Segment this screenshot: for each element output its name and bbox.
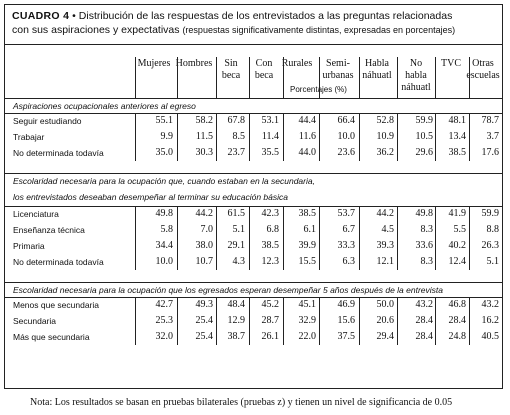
column-header-line: Mujeres — [137, 58, 171, 69]
column-divider — [135, 57, 136, 98]
table-cell: 40.5 — [481, 331, 499, 342]
table-cell: 23.7 — [227, 147, 245, 158]
title-bullet: • — [72, 10, 76, 22]
table-cell: 36.2 — [376, 147, 394, 158]
column-header-line: beca — [221, 70, 241, 81]
row-label: No determinada todavía — [13, 148, 104, 158]
table-cell: 12.3 — [261, 256, 279, 267]
row-label: Primaria — [13, 241, 45, 251]
column-divider — [177, 206, 178, 270]
table-cell: 12.9 — [227, 315, 245, 326]
table-cell: 39.9 — [298, 240, 316, 251]
table-cell: 6.3 — [342, 256, 355, 267]
title-divider — [5, 44, 502, 45]
table-cell: 40.2 — [448, 240, 466, 251]
table-cell: 10.5 — [415, 131, 433, 142]
table-cell: 53.7 — [337, 208, 355, 219]
table-title — [12, 9, 498, 37]
row-label: Trabajar — [13, 132, 45, 142]
column-divider — [469, 57, 470, 98]
table-cell: 22.0 — [298, 331, 316, 342]
column-divider — [469, 297, 470, 345]
column-header-line: Sin — [224, 58, 238, 69]
column-header-line: Con — [255, 58, 273, 69]
table-cell: 59.9 — [481, 208, 499, 219]
table-frame — [4, 4, 503, 389]
table-cell: 8.5 — [232, 131, 245, 142]
table-cell: 46.9 — [337, 299, 355, 310]
table-cell: 25.4 — [195, 315, 213, 326]
column-divider — [177, 57, 178, 98]
column-divider — [177, 297, 178, 345]
table-cell: 15.6 — [337, 315, 355, 326]
row-label: Más que secundaria — [13, 332, 90, 342]
table-cell: 11.5 — [195, 131, 213, 142]
table-cell: 3.7 — [486, 131, 499, 142]
table-cell: 10.7 — [195, 256, 213, 267]
column-divider — [319, 57, 320, 98]
table-cell: 42.7 — [155, 299, 173, 310]
column-divider — [435, 113, 436, 161]
table-cell: 29.6 — [415, 147, 433, 158]
table-cell: 28.4 — [415, 315, 433, 326]
table-cell: 7.0 — [200, 224, 213, 235]
column-header-line: Semi- — [326, 58, 350, 69]
section-heading-text: Escolaridad necesaria para la ocupación que, cuando estaban en la secundaria, — [13, 176, 315, 186]
row-label: Seguir estudiando — [13, 116, 82, 126]
column-header-line: beca — [254, 70, 274, 81]
table-cell: 23.6 — [337, 147, 355, 158]
row-label: No determinada todavía — [13, 257, 104, 267]
table-cell: 38.5 — [448, 147, 466, 158]
column-divider — [397, 297, 398, 345]
table-cell: 44.2 — [195, 208, 213, 219]
table-row — [5, 145, 502, 161]
table-cell: 9.9 — [160, 131, 173, 142]
column-divider — [469, 206, 470, 270]
table-cell: 38.7 — [227, 331, 245, 342]
table-cell: 44.4 — [298, 115, 316, 126]
table-cell: 13.4 — [448, 131, 466, 142]
footnote: Nota: Los resultados se basan en pruebas bilaterales (pruebas z) y tienen un nivel de significancia de 0.05 — [30, 397, 453, 408]
table-cell: 15.5 — [298, 256, 316, 267]
units-label: Porcentajes (%) — [290, 85, 347, 94]
table-cell: 4.5 — [381, 224, 394, 235]
table-cell: 48.4 — [227, 299, 245, 310]
table-cell: 8.8 — [486, 224, 499, 235]
column-divider — [283, 113, 284, 161]
table-cell: 50.0 — [376, 299, 394, 310]
column-divider — [435, 57, 436, 98]
table-cell: 45.2 — [261, 299, 279, 310]
table-cell: 5.5 — [453, 224, 466, 235]
table-cell: 11.6 — [298, 131, 316, 142]
column-divider — [216, 297, 217, 345]
table-row — [5, 313, 502, 329]
column-divider — [249, 113, 250, 161]
table-cell: 26.1 — [261, 331, 279, 342]
table-cell: 37.5 — [337, 331, 355, 342]
table-cell: 12.1 — [376, 256, 394, 267]
title-line2: con sus aspiraciones y expectativas — [12, 24, 180, 36]
table-cell: 5.1 — [486, 256, 499, 267]
column-divider — [359, 113, 360, 161]
column-header-line: escuelas — [466, 70, 500, 81]
column-divider — [177, 113, 178, 161]
table-cell: 32.0 — [155, 331, 173, 342]
table-row — [5, 238, 502, 254]
column-divider — [283, 57, 284, 98]
row-label: Enseñanza técnica — [13, 225, 85, 235]
column-divider — [397, 206, 398, 270]
table-cell: 6.7 — [342, 224, 355, 235]
table-row — [5, 329, 502, 345]
column-header-line: náhuatl — [401, 82, 431, 93]
table-cell: 55.1 — [155, 115, 173, 126]
table-cell: 29.4 — [376, 331, 394, 342]
table-row — [5, 297, 502, 313]
column-divider — [249, 297, 250, 345]
table-cell: 8.3 — [420, 256, 433, 267]
table-row — [5, 254, 502, 270]
column-header — [457, 58, 503, 82]
table-cell: 43.2 — [481, 299, 499, 310]
column-divider — [249, 206, 250, 270]
row-label: Menos que secundaria — [13, 300, 100, 310]
column-header-line: No — [409, 58, 423, 69]
column-header-line: habla — [405, 70, 427, 81]
column-divider — [435, 297, 436, 345]
column-divider — [135, 113, 136, 161]
table-cell: 39.3 — [376, 240, 394, 251]
column-divider — [359, 206, 360, 270]
table-cell: 30.3 — [195, 147, 213, 158]
column-divider — [283, 206, 284, 270]
table-cell: 33.6 — [415, 240, 433, 251]
section-heading — [5, 173, 502, 207]
table-cell: 45.1 — [298, 299, 316, 310]
table-cell: 25.4 — [195, 331, 213, 342]
column-header-line: Rurales — [281, 58, 313, 69]
table-cell: 34.4 — [155, 240, 173, 251]
table-cell: 20.6 — [376, 315, 394, 326]
table-cell: 28.4 — [415, 331, 433, 342]
table-cell: 16.2 — [481, 315, 499, 326]
table-cell: 11.4 — [261, 131, 279, 142]
table-cell: 38.5 — [298, 208, 316, 219]
column-header-line: Habla — [365, 58, 389, 69]
table-cell: 59.9 — [415, 115, 433, 126]
table-cell: 49.3 — [195, 299, 213, 310]
section-heading-text: Aspiraciones ocupacionales anteriores al egreso — [13, 101, 196, 111]
table-cell: 26.3 — [481, 240, 499, 251]
table-cell: 46.8 — [448, 299, 466, 310]
section-heading-text: los entrevistados deseaban desempeñar al terminar su educación básica — [13, 192, 288, 202]
column-divider — [216, 206, 217, 270]
column-divider — [359, 57, 360, 98]
column-divider — [216, 57, 217, 98]
column-divider — [397, 113, 398, 161]
table-cell: 6.8 — [266, 224, 279, 235]
table-cell: 17.6 — [481, 147, 499, 158]
table-cell: 66.4 — [337, 115, 355, 126]
column-header-line: náhuatl — [362, 70, 392, 81]
table-cell: 24.8 — [448, 331, 466, 342]
title-line1: Distribución de las respuestas de los entrevistados a las preguntas relacionadas — [78, 10, 453, 22]
table-cell: 10.0 — [337, 131, 355, 142]
column-header-line: Otras — [472, 58, 494, 69]
table-row — [5, 222, 502, 238]
table-cell: 42.3 — [261, 208, 279, 219]
row-label: Secundaria — [13, 316, 57, 326]
column-divider — [397, 57, 398, 98]
column-header-line: TVC — [441, 58, 461, 69]
column-header-line: Hombres — [175, 58, 213, 69]
table-cell: 44.2 — [376, 208, 394, 219]
column-divider — [359, 297, 360, 345]
table-cell: 29.1 — [227, 240, 245, 251]
table-cell: 28.4 — [448, 315, 466, 326]
column-divider — [135, 206, 136, 270]
column-divider — [319, 297, 320, 345]
section-heading — [5, 282, 502, 298]
table-cell: 10.0 — [155, 256, 173, 267]
table-cell: 8.3 — [420, 224, 433, 235]
column-divider — [249, 57, 250, 98]
table-cell: 5.8 — [160, 224, 173, 235]
table-cell: 78.7 — [481, 115, 499, 126]
table-row — [5, 113, 502, 129]
table-cell: 41.9 — [448, 208, 466, 219]
table-cell: 38.5 — [261, 240, 279, 251]
table-cell: 61.5 — [227, 208, 245, 219]
table-cell: 5.1 — [232, 224, 245, 235]
table-cell: 33.3 — [337, 240, 355, 251]
table-cell: 38.0 — [195, 240, 213, 251]
table-cell: 48.1 — [448, 115, 466, 126]
table-cell: 4.3 — [232, 256, 245, 267]
table-row — [5, 206, 502, 222]
table-cell: 28.7 — [261, 315, 279, 326]
table-cell: 25.3 — [155, 315, 173, 326]
table-cell: 43.2 — [415, 299, 433, 310]
table-cell: 58.2 — [195, 115, 213, 126]
table-cell: 10.9 — [376, 131, 394, 142]
table-cell: 32.9 — [298, 315, 316, 326]
table-row — [5, 129, 502, 145]
table-cell: 49.8 — [155, 208, 173, 219]
table-cell: 53.1 — [261, 115, 279, 126]
table-cell: 6.1 — [303, 224, 316, 235]
table-cell: 44.0 — [298, 147, 316, 158]
column-header-line: urbanas — [322, 70, 354, 81]
table-cell: 35.0 — [155, 147, 173, 158]
table-cell: 52.8 — [376, 115, 394, 126]
row-label: Licenciatura — [13, 209, 59, 219]
title-subnote: (respuestas significativamente distintas, expresadas en porcentajes) — [182, 25, 456, 35]
column-divider — [435, 206, 436, 270]
table-cell: 49.8 — [415, 208, 433, 219]
column-divider — [469, 113, 470, 161]
column-divider — [135, 297, 136, 345]
table-cell: 12.4 — [448, 256, 466, 267]
table-cell: 35.5 — [261, 147, 279, 158]
table-cell: 67.8 — [227, 115, 245, 126]
column-divider — [283, 297, 284, 345]
section-heading — [5, 98, 502, 114]
table-number: CUADRO 4 — [12, 10, 70, 22]
column-divider — [319, 206, 320, 270]
section-heading-text: Escolaridad necesaria para la ocupación que los egresados esperan desempeñar 5 años después de la entrevista — [13, 285, 444, 295]
column-divider — [216, 113, 217, 161]
column-divider — [319, 113, 320, 161]
